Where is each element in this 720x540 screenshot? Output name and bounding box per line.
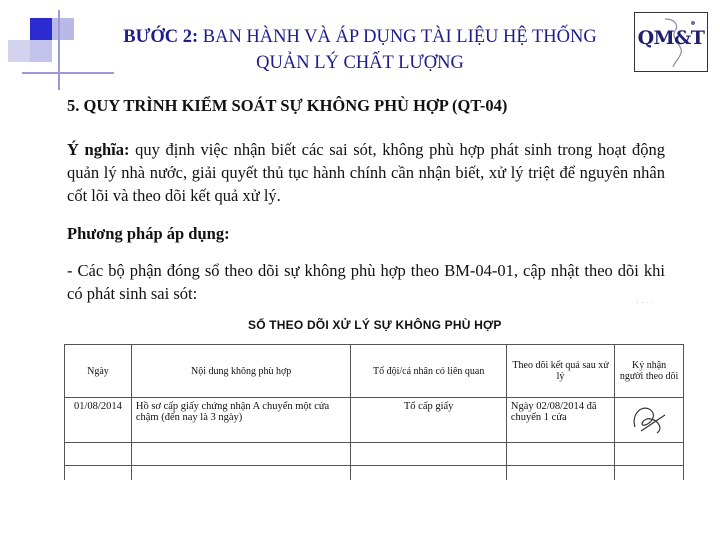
empty-cell [131, 443, 351, 466]
empty-cell [351, 466, 506, 481]
meaning-text: quy định việc nhận biết các sai sót, không phù hợp phát sinh trong hoạt động quản lý nhà nước, giải quyết thủ tục hành chính cần nhận biết, xử lý triệt để nguyên nhân cốt lõi và theo dõi kết quả xử lý. [67, 140, 666, 205]
title-text: BAN HÀNH VÀ ÁP DỤNG TÀI LIỆU HỆ THỐNG QUẢN LÝ CHẤT LƯỢNG [202, 27, 597, 73]
empty-cell [615, 466, 684, 481]
method-label: Phương pháp áp dụng: [67, 224, 230, 243]
table-row [65, 398, 684, 443]
meaning-paragraph [67, 138, 665, 207]
cell-followup: Ngày 02/08/2014 đã chuyển 1 cửa [506, 398, 614, 443]
decor-line [58, 10, 60, 90]
title-step: BƯỚC 2: [123, 27, 199, 47]
empty-cell [131, 466, 351, 481]
column-header: Theo dõi kết quả sau xử lý [506, 345, 614, 398]
column-header: Ngày [65, 345, 132, 398]
decor-square [52, 18, 74, 40]
company-logo [634, 12, 708, 72]
empty-cell [615, 443, 684, 466]
signature-icon [627, 401, 671, 437]
decor-square [8, 40, 30, 62]
column-header: Ký nhận người theo dõi [615, 345, 684, 398]
logbook-title: SỔ THEO DÕI XỬ LÝ SỰ KHÔNG PHÙ HỢP [248, 318, 502, 332]
cell-date: 01/08/2014 [65, 398, 132, 443]
logbook-table [64, 344, 684, 480]
decor-square [30, 40, 52, 62]
cell-content: Hồ sơ cấp giấy chứng nhận A chuyển một cửa chậm (đến nay là 3 ngày) [131, 398, 351, 443]
section-heading: 5. QUY TRÌNH KIỂM SOÁT SỰ KHÔNG PHÙ HỢP (QT-04) [67, 96, 508, 115]
column-header: Tổ đội/cá nhân có liên quan [351, 345, 506, 398]
empty-cell [65, 443, 132, 466]
empty-cell [506, 466, 614, 481]
table-row [65, 443, 684, 466]
cell-party: Tổ cấp giấy [351, 398, 506, 443]
empty-cell [351, 443, 506, 466]
column-header: Nội dung không phù hợp [131, 345, 351, 398]
method-paragraph: - Các bộ phận đóng sổ theo dõi sự không phù hợp theo BM-04-01, cập nhật theo dõi khi có phát sinh sai sót: [67, 261, 665, 303]
empty-cell [65, 466, 132, 481]
slide-title [100, 24, 620, 76]
decor-square [30, 18, 52, 40]
empty-cell [506, 443, 614, 466]
meaning-label: Ý nghĩa: [67, 140, 130, 159]
logo-text: QM&T [637, 27, 705, 49]
faint-mark: · · · · [636, 298, 654, 307]
table-header-row [65, 345, 684, 398]
table-row [65, 466, 684, 481]
cell-signature [615, 398, 684, 443]
